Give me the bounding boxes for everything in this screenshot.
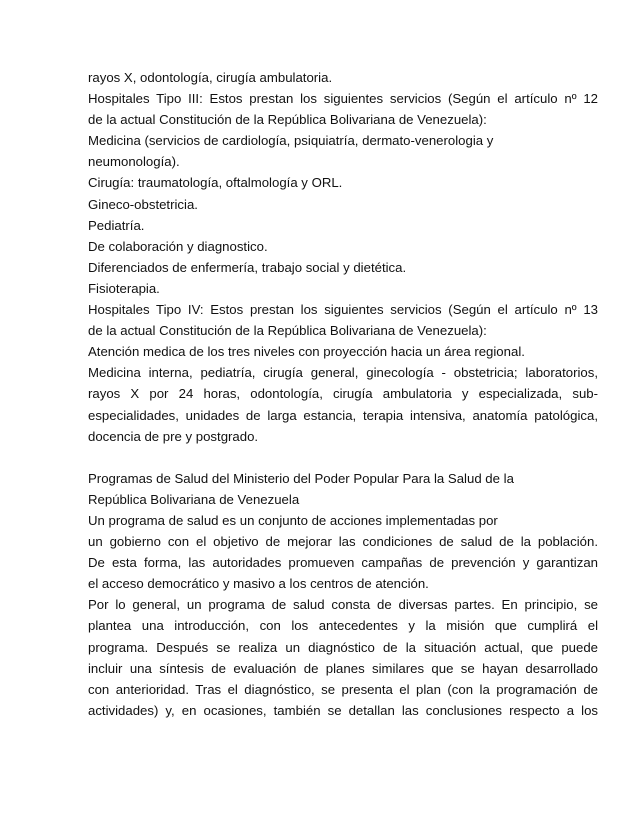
text-line: de la actual Constitución de la República Bolivariana de Venezuela):	[88, 112, 487, 128]
text-line: Medicina (servicios de cardiología, psiquiatría, dermato-venerologia y	[88, 133, 494, 149]
text-line: Diferenciados de enfermería, trabajo social y dietética.	[88, 259, 407, 275]
text-line: docencia de pre y postgrado.	[88, 428, 259, 444]
text-line: el acceso democrático y masivo a los centros de atención.	[88, 576, 429, 592]
text-line: neumonología).	[88, 154, 180, 170]
text-line: programa. Después se realiza un diagnóstico de la situación actual, que puede	[88, 639, 598, 655]
text-line: rayos X, odontología, cirugía ambulatoria.	[88, 70, 333, 85]
section-heading-line: República Bolivariana de Venezuela	[88, 491, 300, 507]
text-line: Hospitales Tipo IV: Estos prestan los siguientes servicios (Según el artículo nº 13	[88, 302, 598, 318]
text-line: Atención medica de los tres niveles con proyección hacia un área regional.	[88, 344, 525, 360]
text-line: Fisioterapia.	[88, 280, 160, 296]
text-line: De esta forma, las autoridades promueven campañas de prevención y garantizan	[88, 555, 598, 571]
text-line: un gobierno con el objetivo de mejorar las condiciones de salud de la población.	[88, 534, 598, 550]
text-line: Un programa de salud es un conjunto de acciones implementadas por	[88, 512, 498, 528]
text-line: Pediatría.	[88, 217, 145, 233]
text-line: Medicina interna, pediatría, cirugía general, ginecología - obstetricia; laboratorios,	[88, 365, 598, 381]
paragraph-gap	[88, 447, 598, 468]
text-line: Cirugía: traumatología, oftalmología y ORL.	[88, 175, 343, 191]
section-heading-line: Programas de Salud del Ministerio del Poder Popular Para la Salud de la	[88, 470, 514, 486]
text-line: Por lo general, un programa de salud consta de diversas partes. En principio, se	[88, 597, 598, 613]
text-line: de la actual Constitución de la República Bolivariana de Venezuela):	[88, 323, 487, 339]
text-line: con anterioridad. Tras el diagnóstico, se presenta el plan (con la programación de	[88, 681, 598, 697]
text-line: Gineco-obstetricia.	[88, 196, 198, 212]
text-line: De colaboración y diagnostico.	[88, 238, 268, 254]
text-line: actividades) y, en ocasiones, también se detallan las conclusiones respecto a los	[88, 702, 598, 718]
text-line: incluir una síntesis de evaluación de planes similares que se hayan desarrollado	[88, 660, 598, 676]
text-line: rayos X por 24 horas, odontología, cirugía ambulatoria y especializada, sub-	[88, 386, 598, 402]
text-line: Hospitales Tipo III: Estos prestan los siguientes servicios (Según el artículo nº 12	[88, 91, 598, 107]
text-line: plantea una introducción, con los antecedentes y la misión que cumplirá el	[88, 618, 598, 634]
text-line: especialidades, unidades de larga estancia, terapia intensiva, anatomía patológica,	[88, 407, 598, 423]
